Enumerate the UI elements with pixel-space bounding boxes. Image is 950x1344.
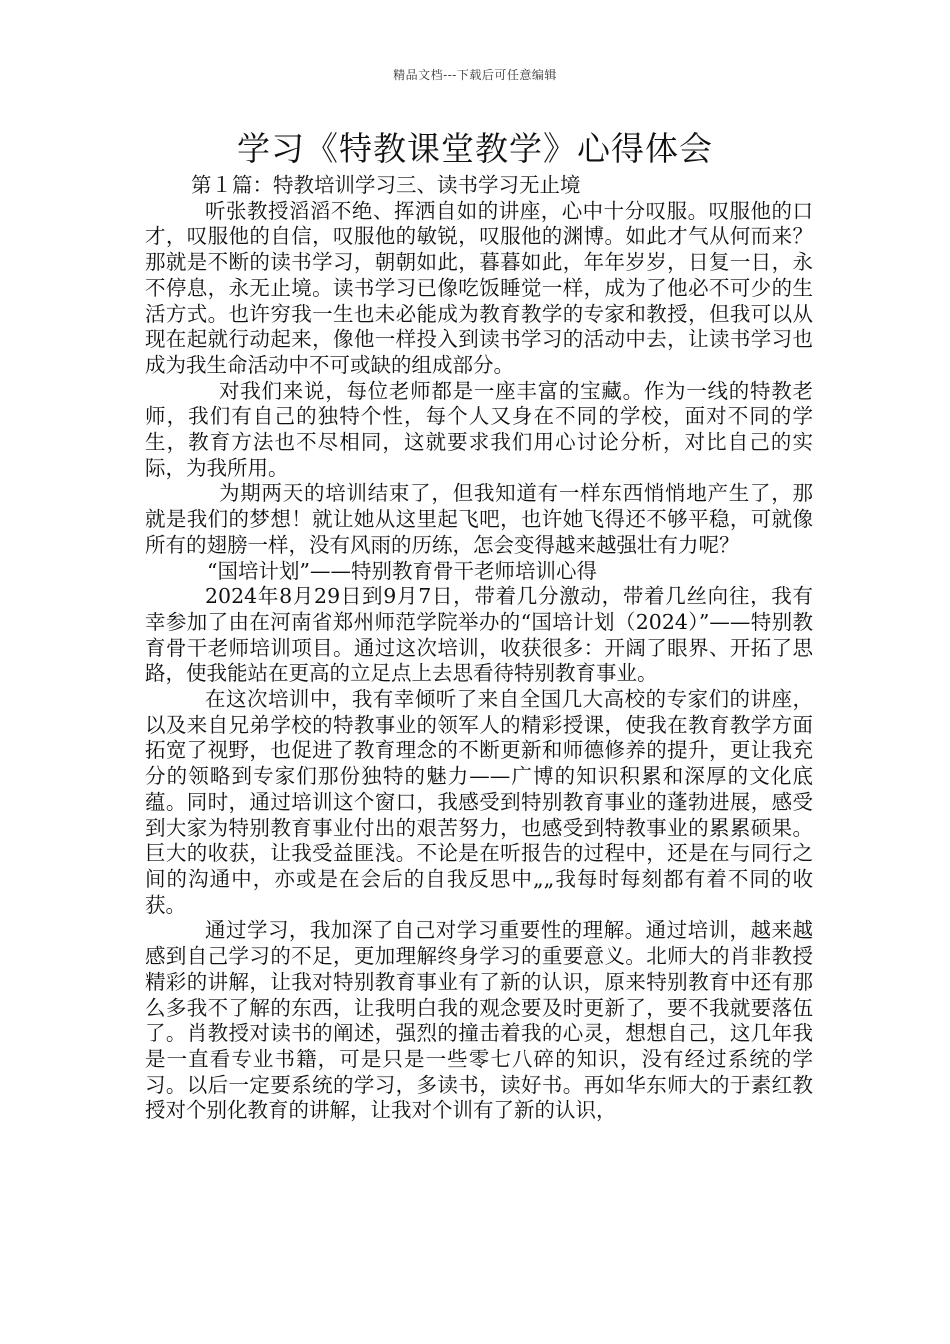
article-subtitle: “国培计划”——特别教育骨干老师培训心得 [207, 558, 597, 583]
paragraph: 对我们来说，每位老师都是一座丰富的宝藏。作为一线的特教老师，我们有自己的独特个性，每个人又身在不同的学校，面对不同的学生，教育方法也不尽相同，这就要求我们用心讨论分析，对比自己的实际，为我所用。 [145, 378, 813, 480]
paragraph: 在这次培训中，我有幸倾听了来自全国几大高校的专家们的讲座，以及来自兄弟学校的特教事业的领军人的精彩授课，使我在教育教学方面拓宽了视野，也促进了教育理念的不断更新和师德修养的提升，更让我充分的领略到专家们那份独特的魅力——广博的知识积累和深厚的文化底蕴。同时，通过培训这个窗口，我感受到特别教育事业的蓬勃进展，感受到大家为特别教育事业付出的艰苦努力，也感受到特教事业的累累硕果。巨大的收获，让我受益匪浅。不论是在听报告的过程中，还是在与同行之间的沟通中，亦或是在会后的自我反思中„„我每时每刻都有着不同的收获。 [145, 687, 813, 917]
document-body [145, 173, 813, 1124]
page-header: 精品文档---下载后可任意编辑 [393, 68, 557, 82]
paragraph: 2024年8月29日到9月7日，带着几分激动，带着几丝向往，我有幸参加了由在河南省郑州师范学院举办的“国培计划（2024）”——特别教育骨干老师培训项目。通过这次培训，收获很多：开阔了眼界、开拓了思路，使我能站在更高的立足点上去思看待特别教育事业。 [145, 584, 813, 686]
paragraph: 为期两天的培训结束了，但我知道有一样东西悄悄地产生了，那就是我们的梦想！就让她从这里起飞吧，也许她飞得还不够平稳，可就像所有的翅膀一样，没有风雨的历练，怎会变得越来越强壮有力呢？ [145, 481, 813, 557]
section-heading: 第１篇：特教培训学习三、读书学习无止境 [191, 173, 581, 197]
document-title: 学习《特教课堂教学》心得体会 [237, 129, 713, 168]
paragraph: 听张教授滔滔不绝、挥洒自如的讲座，心中十分叹服。叹服他的口才，叹服他的自信，叹服他的敏锐，叹服他的渊博。如此才气从何而来？那就是不断的读书学习，朝朝如此，暮暮如此，年年岁岁，日复一日，永不停息，永无止境。读书学习已像吃饭睡觉一样，成为了他必不可少的生活方式。也许穷我一生也未必能成为教育教学的专家和教授，但我可以从现在起就行动起来，像他一样投入到读书学习的活动中去，让读书学习也成为我生命活动中不可或缺的组成部分。 [145, 198, 813, 377]
paragraph: 通过学习，我加深了自己对学习重要性的理解。通过培训，越来越感到自己学习的不足，更加理解终身学习的重要意义。北师大的肖非教授精彩的讲解，让我对特别教育事业有了新的认识，原来特别教育中还有那么多我不了解的东西，让我明白我的观念要及时更新了，要不我就要落伍了。肖教授对读书的阐述，强烈的撞击着我的心灵，想想自己，这几年我是一直看专业书籍，可是只是一些零七八碎的知识，没有经过系统的学习。以后一定要系统的学习，多读书，读好书。再如华东师大的于素红教授对个别化教育的讲解，让我对个训有了新的认识， [145, 918, 813, 1123]
